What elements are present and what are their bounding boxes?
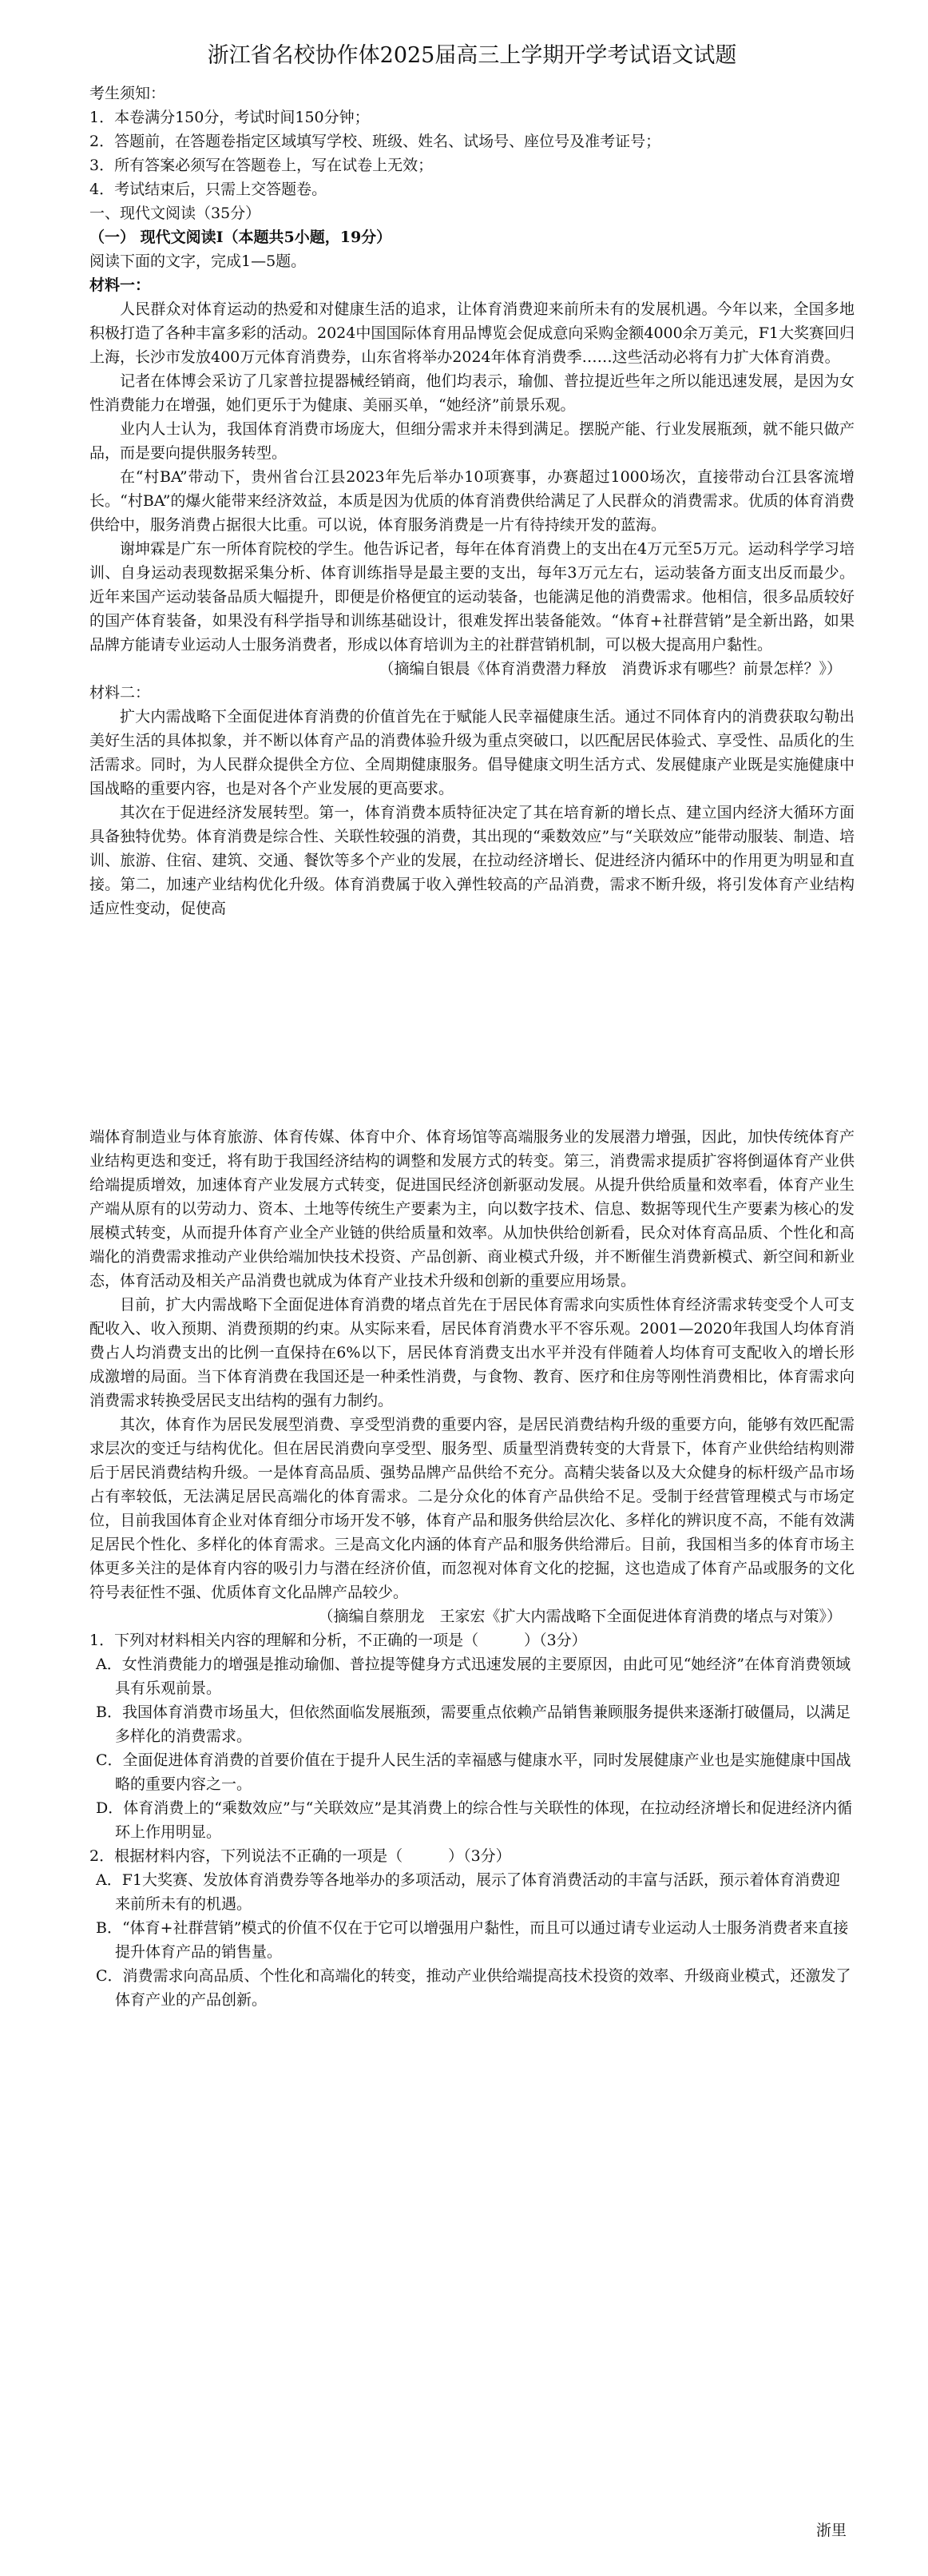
footer-mark: 浙里 bbox=[815, 2522, 847, 2539]
material-paragraph: 端体育制造业与体育旅游、体育传媒、体育中介、体育场馆等高端服务业的发展潜力增强，因此，加快传统体育产业结构更迭和变迁，将有助于我国经济结构的调整和发展方式的转变。第三，消费需求提质扩容将倒逼体育产业供给端提质增效，加速体育产业发展方式转变，促进国民经济创新驱动发展。从提升供给质量和效率看，体育产业生产端从原有的以劳动力、资本、土地等传统生产要素为主，向以数字技术、信息、数据等现代生产要素为核心的发展模式转变，从而提升体育产业全产业链的供给质量和效率。从加快供给创新看，民众对体育高品质、个性化和高端化的消费需求推动产业供给端加快技术投资、产品创新、商业模式升级，并不断催生消费新模式、新空间和新业态，体育活动及相关产品消费也就成为体育产业技术升级和创新的重要应用场景。 bbox=[89, 1128, 855, 1290]
page-blank-gap bbox=[89, 920, 855, 1125]
material-paragraph: 谢坤霖是广东一所体育院校的学生。他告诉记者，每年在体育消费上的支出在4万元至5万元。运动科学学习培训、自身运动表现数据采集分析、体育训练指导是最主要的支出，每年3万元左右，运动装备方面支出反而最少。近年来国产运动装备品质大幅提升，即便是价格便宜的运动装备，也能满足他的消费需求。他相信，很多品质较好的国产体育装备，如果没有科学指导和训练基础设计，很难发挥出装备能效。“体育+社群营销”是全新出路，如果品牌方能请专业运动人士服务消费者，形成以体育培训为主的社群营销机制，可以极大提高用户黏性。 bbox=[89, 540, 855, 654]
answer-option: C．全面促进体育消费的首要价值在于提升人民生活的幸福感与健康水平，同时发展健康产业也是实施健康中国战略的重要内容之一。 bbox=[96, 1751, 851, 1794]
notice-section bbox=[89, 81, 855, 201]
material-paragraph: 其次在于促进经济发展转型。第一，体育消费本质特征决定了其在培育新的增长点、建立国内经济大循环方面具备独特优势。体育消费是综合性、关联性较强的消费，其出现的“乘数效应”与“关联效应”能带动服装、制造、培训、旅游、住宿、建筑、交通、餐饮等多个产业的发展，在拉动经济增长、促进经济内循环中的作用更为明显和直接。第二，加速产业结构优化升级。体育消费属于收入弹性较高的产品消费，需求不断升级，将引发体育产业结构适应性变动，促使高 bbox=[89, 804, 855, 918]
notice-item: 1．本卷满分150分，考试时间150分钟； bbox=[89, 109, 370, 127]
material-two-label: 材料二： bbox=[89, 684, 151, 702]
material-paragraph: 记者在体博会采访了几家普拉提器械经销商，他们均表示，瑜伽、普拉提近些年之所以能迅速发展，是因为女性消费能力在增强，她们更乐于为健康、美丽买单，“她经济”前景乐观。 bbox=[89, 372, 855, 415]
answer-option: A．F1大奖赛、发放体育消费券等各地举办的多项活动，展示了体育消费活动的丰富与活跃，预示着体育消费迎来前所未有的机遇。 bbox=[96, 1871, 840, 1914]
reading-instruction: 阅读下面的文字，完成1—5题。 bbox=[89, 252, 307, 271]
question-one bbox=[89, 1628, 855, 1844]
material-two bbox=[89, 681, 855, 1628]
page-title: 浙江省名校协作体2025届高三上学期开学考试语文试题 bbox=[207, 43, 737, 68]
material-paragraph: 扩大内需战略下全面促进体育消费的价值首先在于赋能人民幸福健康生活。通过不同体育内的消费获取勾勒出美好生活的具体拟象，并不断以体育产品的消费体验升级为重点突破口，以匹配居民体验式、享受性、品质化的生活需求。同时，为人民群众提供全方位、全周期健康服务。倡导健康文明生活方式、发展健康产业既是实施健康中国战略的重要内容，也是对各个产业发展的更高要求。 bbox=[89, 708, 855, 798]
question-stem: 2．根据材料内容，下列说法不正确的一项是（ ）（3分） bbox=[89, 1847, 511, 1866]
section-part-title: （一） 现代文阅读Ⅰ（本题共5小题，19分） bbox=[89, 229, 392, 247]
answer-option: D．体育消费上的“乘数效应”与“关联效应”是其消费上的综合性与关联性的体现，在拉动经济增长和促进经济内循环上作用明显。 bbox=[96, 1799, 853, 1842]
material-one-source: （摘编自银晨《体育消费潜力释放 消费诉求有哪些？前景怎样？》） bbox=[379, 660, 842, 678]
material-two-source: （摘编自蔡朋龙 王家宏《扩大内需战略下全面促进体育消费的堵点与对策》） bbox=[318, 1608, 842, 1626]
section-main-title: 一、现代文阅读（35分） bbox=[89, 205, 261, 223]
answer-option: B．我国体育消费市场虽大，但依然面临发展瓶颈，需要重点依赖产品销售兼顾服务提供来逐渐打破僵局，以满足多样化的消费需求。 bbox=[96, 1703, 851, 1746]
material-paragraph: 人民群众对体育运动的热爱和对健康生活的追求，让体育消费迎来前所未有的发展机遇。今年以来，全国多地积极打造了各种丰富多彩的活动。2024中国国际体育用品博览会促成意向采购金额4000余万美元，F1大奖赛回归上海，长沙市发放400万元体育消费券，山东省将举办2024年体育消费季……这些活动必将有力扩大体育消费。 bbox=[89, 300, 855, 367]
material-paragraph: 目前，扩大内需战略下全面促进体育消费的堵点首先在于居民体育需求向实质性体育经济需求转变受个人可支配收入、收入预期、消费预期的约束。从实际来看，居民体育消费水平不容乐观。2001—2020年我国人均体育消费占人均消费支出的比例一直保持在6%以下，居民体育消费支出水平并没有伴随着人均体育可支配收入的增长形成激增的局面。当下体育消费在我国还是一种柔性消费，与食物、教育、医疗和住房等刚性消费相比，体育需求向消费需求转换受居民支出结构的强有力制约。 bbox=[89, 1296, 855, 1410]
material-one bbox=[89, 273, 855, 681]
notice-item: 2．答题前，在答题卷指定区域填写学校、班级、姓名、试场号、座位号及准考证号； bbox=[89, 133, 661, 151]
answer-option: B．“体育+社群营销”模式的价值不仅在于它可以增强用户黏性，而且可以通过请专业运动人士服务消费者来直接提升体育产品的销售量。 bbox=[96, 1919, 849, 1962]
notice-item: 3．所有答案必须写在答题卷上，写在试卷上无效； bbox=[89, 157, 434, 175]
material-one-label: 材料一： bbox=[89, 276, 151, 295]
answer-option: C．消费需求向高品质、个性化和高端化的转变，推动产业供给端提高技术投资的效率、升级商业模式，还激发了体育产业的产品创新。 bbox=[96, 1967, 851, 2010]
notice-item: 4．考试结束后，只需上交答题卷。 bbox=[89, 181, 327, 199]
answer-option: A．女性消费能力的增强是推动瑜伽、普拉提等健身方式迅速发展的主要原因，由此可见“她经济”在体育消费领域具有乐观前景。 bbox=[96, 1656, 851, 1698]
material-paragraph: 业内人士认为，我国体育消费市场庞大，但细分需求并未得到满足。摆脱产能、行业发展瓶颈，就不能只做产品，而是要向提供服务转型。 bbox=[89, 420, 855, 463]
question-two bbox=[89, 1844, 855, 2012]
question-stem: 1．下列对材料相关内容的理解和分析，不正确的一项是（ ）（3分） bbox=[89, 1632, 587, 1650]
material-paragraph: 在“村BA”带动下，贵州省台江县2023年先后举办10项赛事，办赛超过1000场次，直接带动台江县客流增长。“村BA”的爆火能带来经济效益，本质是因为优质的体育消费供给满足了人民群众的消费需求。优质的体育消费供给中，服务消费占据很大比重。可以说，体育服务消费是一片有待持续开发的蓝海。 bbox=[89, 468, 855, 535]
notice-heading: 考生须知： bbox=[89, 85, 166, 103]
material-paragraph: 其次，体育作为居民发展型消费、享受型消费的重要内容，是居民消费结构升级的重要方向，能够有效匹配需求层次的变迁与结构优化。但在居民消费向享受型、服务型、质量型消费转变的大背景下，体育产业供给结构则滞后于居民消费结构升级。一是体育高品质、强势品牌产品供给不充分。高精尖装备以及大众健身的标杆级产品市场占有率较低，无法满足居民高端化的体育需求。二是分众化的体育产品供给不足。受制于经营管理模式与市场定位，目前我国体育企业对体育细分市场开发不够，体育产品和服务供给层次化、多样化的辨识度不高，不能有效满足居民个性化、多样化的体育需求。三是高文化内涵的体育产品和服务供给滞后。目前，我国相当多的体育市场主体更多关注的是体育内容的吸引力与潜在经济价值，而忽视对体育文化的挖掘，这也造成了体育产品或服务的文化符号表征性不强、优质体育文化品牌产品较少。 bbox=[89, 1416, 855, 1602]
